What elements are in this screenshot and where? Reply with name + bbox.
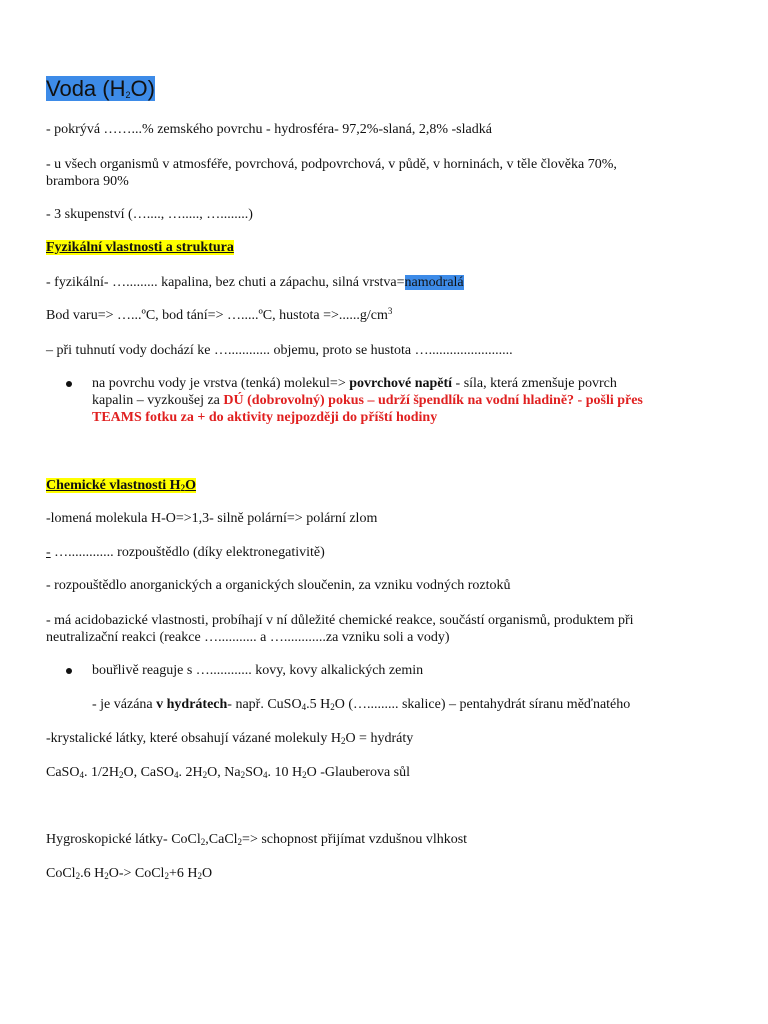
bullet-dot — [66, 668, 72, 674]
paragraph-states: - 3 skupenství (…...., …....., …........) — [46, 207, 253, 222]
paragraph-acidobasic-2: neutralizační reakci (reakce …........... a …............za vzniku soli a vody) — [46, 630, 450, 645]
paragraph-organisms-2: brambora 90% — [46, 174, 129, 189]
paragraph-hydrates: - je vázána v hydrátech- např. CuSO$_4$.5 $H_2O$ (…......... skalice) – pentahydrát síranu měďnatého — [92, 697, 631, 712]
paragraph-hygroscopic: Hygroskopické látky- CoCl$_2$,CaCl$_2$=> schopnost přijímat vzdušnou vlhkost — [46, 832, 468, 847]
page-title: Voda $(H_2O)$ — [46, 76, 155, 101]
paragraph-organisms-1: - u všech organismů v atmosféře, povrchová, podpovrchová, v půdě, v horninách, v těle člověka 70%, — [46, 157, 617, 172]
bullet-reacts: bouřlivě reaguje s …............ kovy, kovy alkalických zemin — [92, 663, 424, 678]
bullet-surface-tension-2: kapalin – vyzkoušej za DÚ (dobrovolný) pokus – udrží špendlík na vodní hladině? - pošli přes — [92, 393, 643, 408]
bullet-surface-tension-1: na povrchu vody je vrstva (tenká) molekul=> povrchové napětí - síla, která zmenšuje povrch — [92, 376, 617, 391]
paragraph-crystalline: -krystalické látky, které obsahují vázané molekuly $H_2O$ = hydráty — [46, 731, 414, 746]
paragraph-freezing: – při tuhnutí vody dochází ke …............ objemu, proto se hustota …........................ — [46, 343, 513, 358]
bullet-dot — [66, 381, 72, 387]
section-heading-chemical: Chemické vlastnosti $H_2O$ — [46, 478, 196, 493]
paragraph-solvent: - …............. rozpouštědlo (díky elektronegativitě) — [46, 545, 325, 560]
paragraph-compounds: - rozpouštědlo anorganických a organických sloučenin, za vzniku vodných roztoků — [46, 578, 511, 593]
paragraph-coverage: - pokrývá ……...% zemského povrchu - hydrosféra- 97,2%-slaná, 2,8% -sladká — [46, 122, 492, 137]
paragraph-molecule: -lomená molekula H-O=>1,3- silně polární=> polární zlom — [46, 511, 378, 526]
section-heading-physical: Fyzikální vlastnosti a struktura — [46, 240, 234, 255]
paragraph-physical: - fyzikální- …......... kapalina, bez chuti a zápachu, silná vrstva=namodralá — [46, 275, 464, 290]
bullet-surface-tension-3: TEAMS fotku za + do aktivity nejpozději do příští hodiny — [92, 410, 438, 425]
paragraph-acidobasic-1: - má acidobazické vlastnosti, probíhají v ní důležité chemické reakce, součástí organismů, produktem při — [46, 613, 634, 628]
paragraph-sulfates: CaSO$_4$. $1/2H_2O$, CaSO$_4$. $2H_2O$, $Na_2SO_4$. 10 $H_2O$ -Glauberova sůl — [46, 765, 411, 780]
paragraph-cobalt: CoCl$_2$.6 $H_2O->$ CoCl$_2$+6 $H_2O$ — [46, 866, 213, 881]
paragraph-boiling-point: Bod varu=> …...ºC, bod tání=> ….....ºC, hustota $=>......g/cm^3$ — [46, 306, 393, 323]
